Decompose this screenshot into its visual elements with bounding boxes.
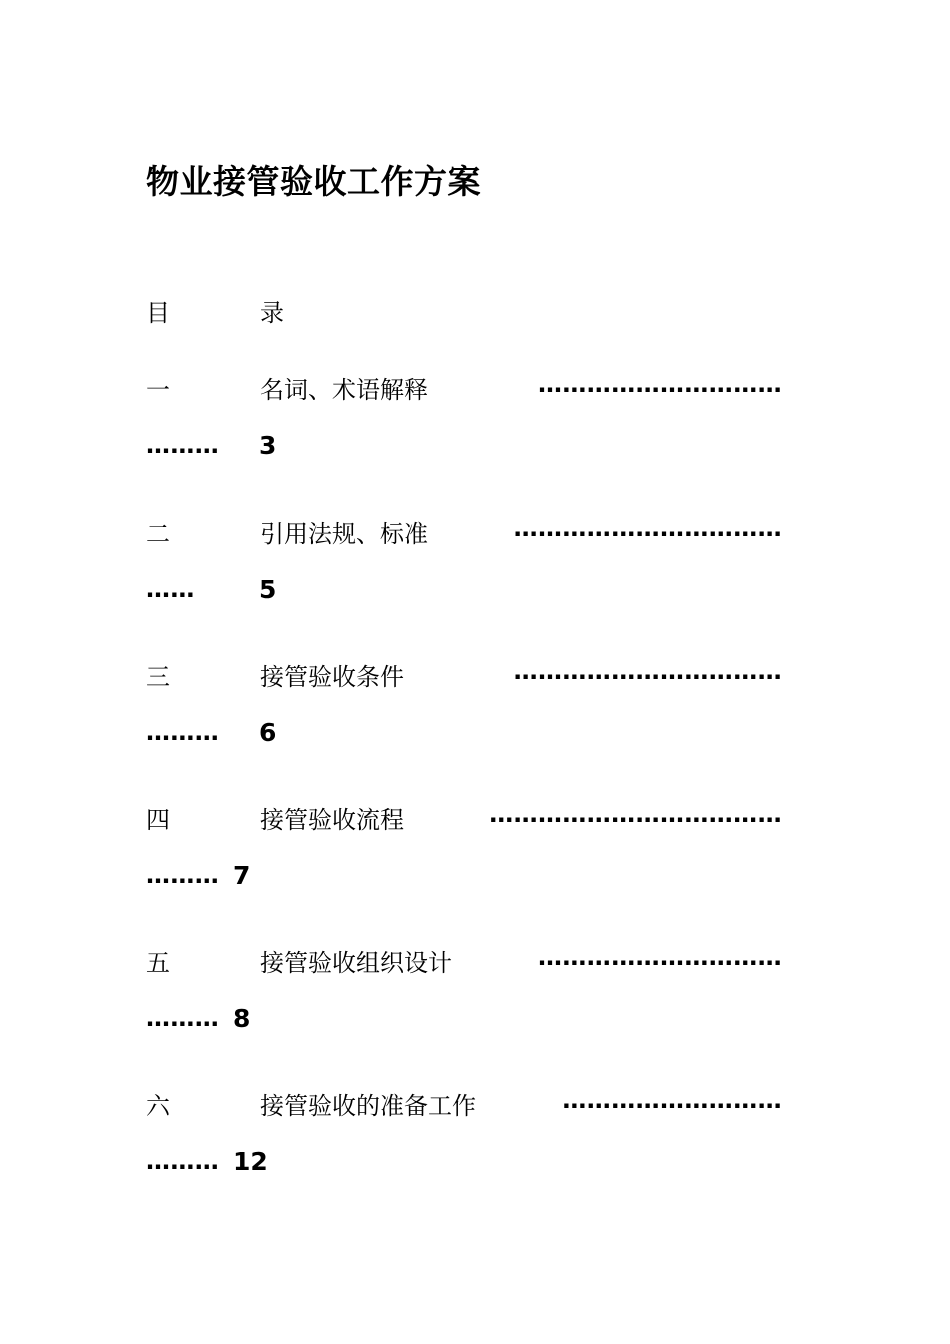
toc-entry-leader-dots-continued: ………	[146, 861, 220, 889]
toc-entry-leader-dots: ………………………………	[489, 800, 782, 828]
toc-heading-left: 目	[146, 299, 170, 327]
toc-entry-label: 名词、术语解释	[260, 376, 428, 404]
toc-entry	[0, 1086, 950, 1206]
toc-entry-number: 五	[146, 949, 170, 977]
toc-entry	[0, 943, 950, 1063]
toc-entry	[0, 657, 950, 777]
toc-entry-label: 接管验收的准备工作	[260, 1092, 476, 1120]
toc-entry-label: 接管验收条件	[260, 663, 404, 691]
toc-entry-page-number: 6	[259, 718, 277, 747]
toc-entry-label: 接管验收组织设计	[260, 949, 452, 977]
toc-entry	[0, 800, 950, 920]
toc-entry-page-number: 3	[259, 431, 277, 460]
toc-entry-leader-dots: ………………………	[562, 1086, 782, 1114]
toc-entry	[0, 514, 950, 634]
toc-entry-label: 接管验收流程	[260, 806, 404, 834]
toc-entry-number: 六	[146, 1092, 170, 1120]
toc-entry-leader-dots-continued: ………	[146, 1004, 220, 1032]
toc-entry-number: 三	[146, 663, 170, 691]
toc-entry-page-number: 8	[233, 1004, 251, 1033]
document-title: 物业接管验收工作方案	[146, 162, 481, 201]
toc-entry-leader-dots: ……………………………	[513, 657, 782, 685]
toc-entry-leader-dots: …………………………	[538, 370, 782, 398]
toc-entry-number: 一	[146, 376, 170, 404]
toc-entry-number: 二	[146, 520, 170, 548]
toc-entry-label: 引用法规、标准	[260, 520, 428, 548]
toc-entry-page-number: 7	[233, 861, 251, 890]
toc-entry-leader-dots: …………………………	[538, 943, 782, 971]
toc-entry-leader-dots-continued: ……	[146, 575, 195, 603]
toc-entry-page-number: 12	[233, 1147, 268, 1176]
toc-entry-leader-dots: ……………………………	[513, 514, 782, 542]
toc-entry	[0, 370, 950, 490]
toc-entry-leader-dots-continued: ………	[146, 1147, 220, 1175]
toc-heading-right: 录	[260, 299, 284, 327]
toc-entry-leader-dots-continued: ………	[146, 718, 220, 746]
toc-entry-page-number: 5	[259, 575, 277, 604]
toc-entry-number: 四	[146, 806, 170, 834]
toc-entry-leader-dots-continued: ………	[146, 431, 220, 459]
